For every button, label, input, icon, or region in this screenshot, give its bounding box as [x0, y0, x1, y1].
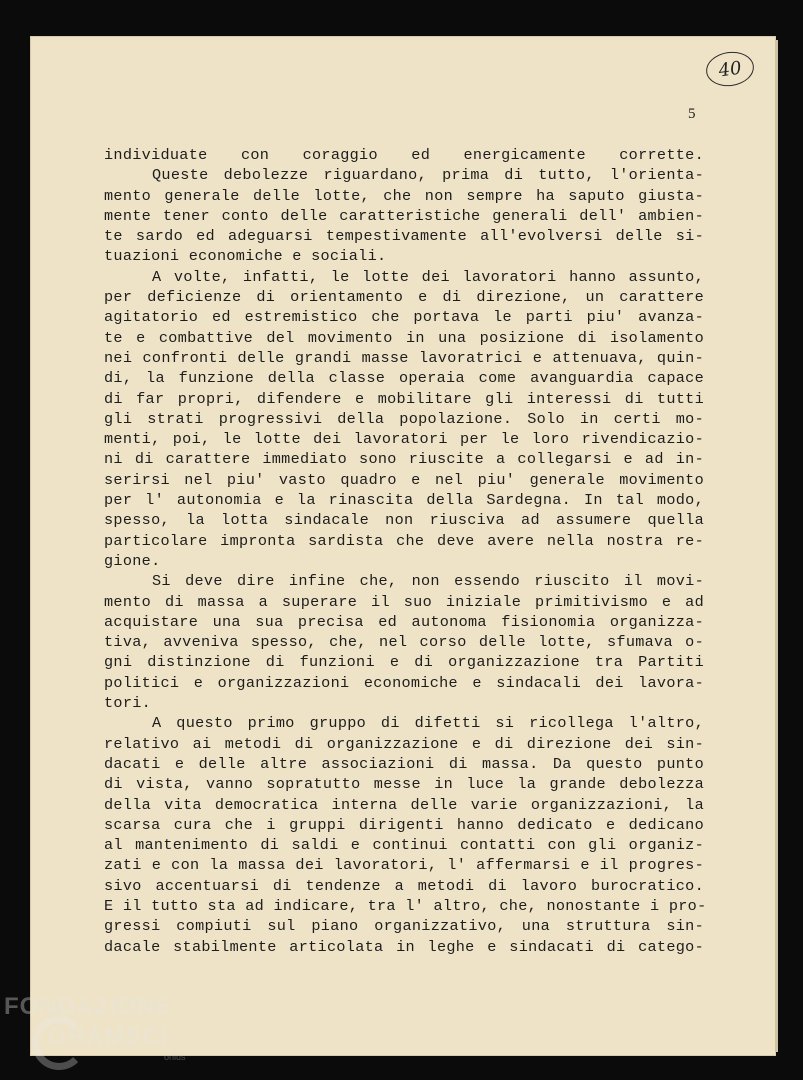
text-line: di vista, vanno sopratutto messe in luce la grande debolezza: [104, 775, 704, 794]
text-line: per l' autonomia e la rinascita della Sardegna. In tal modo,: [104, 491, 704, 510]
text-line: acquistare una sua precisa ed autonoma fisionomia organizza-: [104, 612, 704, 631]
text-line: al mantenimento di saldi e continui contatti con gli organiz-: [104, 836, 704, 855]
watermark-line2: GRAMSCI: [48, 1023, 169, 1050]
page-number: 5: [688, 106, 696, 122]
text-line: zati e con la massa dei lavoratori, l' affermarsi e il progres-: [104, 856, 704, 875]
text-line: mento di massa a superare il suo iniziale primitivismo e ad: [104, 592, 704, 611]
text-line: gli strati progressivi della popolazione. Solo in certi mo-: [104, 409, 704, 428]
text-line: di, la funzione della classe operaia come avanguardia capace: [104, 369, 704, 388]
text-line: gni distinzione di funzioni e di organizzazione tra Partiti: [104, 653, 704, 672]
text-line: mente tener conto delle caratteristiche generali dell' ambien-: [104, 206, 704, 225]
text-line: A questo primo gruppo di difetti si ricollega l'altro,: [152, 714, 704, 733]
text-line: spesso, la lotta sindacale non riusciva ad assumere quella: [104, 511, 704, 530]
text-line: relativo ai metodi di organizzazione e di direzione dei sin-: [104, 734, 704, 753]
text-line: scarsa cura che i gruppi dirigenti hanno dedicato e dedicano: [104, 815, 704, 834]
watermark-sub: onlus: [164, 1052, 186, 1062]
text-line: menti, poi, le lotte dei lavoratori per le loro rivendicazio-: [104, 430, 704, 449]
text-line: te e combattive del movimento in una posizione di isolamento: [104, 328, 704, 347]
text-line: gressi compiuti sul piano organizzativo, una struttura sin-: [104, 917, 704, 936]
page-edge: [775, 40, 778, 1052]
folio-mark: 40: [704, 49, 756, 89]
text-line: ni di carattere immediato sono riuscite a collegarsi e ad in-: [104, 450, 704, 469]
text-line: te sardo ed adeguarsi tempestivamente all'evolversi delle si-: [104, 227, 704, 246]
text-line: individuate con coraggio ed energicamente corrette.: [104, 146, 704, 164]
text-line: nei confronti delle grandi masse lavoratrici e attenuava, quin-: [104, 348, 704, 367]
text-line: A volte, infatti, le lotte dei lavoratori hanno assunto,: [152, 267, 704, 286]
text-line: dacati e delle altre associazioni di massa. Da questo punto: [104, 754, 704, 773]
text-line: tori.: [104, 694, 152, 713]
text-line: di far propri, difendere e mobilitare gli interessi di tutti: [104, 389, 704, 408]
text-line: dacale stabilmente articolata in leghe e sindacati di catego-: [104, 937, 704, 956]
text-line: tuazioni economiche e sociali.: [104, 247, 387, 266]
text-line: E il tutto sta ad indicare, tra l' altro, che, nonostante i pro-: [104, 896, 707, 915]
text-line: Si deve dire infine che, non essendo riuscito il movi-: [152, 572, 704, 591]
text-line: Queste debolezze riguardano, prima di tutto, l'orienta-: [152, 166, 704, 185]
body-text: [104, 145, 707, 957]
text-line: serirsi nel piu' vasto quadro e nel piu' generale movimento: [104, 470, 704, 489]
text-line: tiva, avveniva spesso, che, nel corso delle lotte, sfumava o-: [104, 633, 704, 652]
text-line: particolare impronta sardista che deve avere nella nostra re-: [104, 531, 704, 550]
text-line: politici e organizzazioni economiche e sindacali dei lavora-: [104, 673, 704, 692]
watermark-line1: FONDAZIONE: [4, 993, 173, 1020]
watermark: [4, 992, 173, 1052]
text-line: sivo accentuarsi di tendenze a metodi di lavoro burocratico.: [104, 876, 704, 895]
text-line: agitatorio ed estremistico che portava le parti piu' avanza-: [104, 308, 704, 327]
text-line: gione.: [104, 551, 161, 570]
text-line: mento generale delle lotte, che non sempre ha saputo giusta-: [104, 186, 704, 205]
text-line: per deficienze di orientamento e di direzione, un carattere: [104, 288, 704, 307]
text-line: della vita democratica interna delle varie organizzazioni, la: [104, 795, 704, 814]
